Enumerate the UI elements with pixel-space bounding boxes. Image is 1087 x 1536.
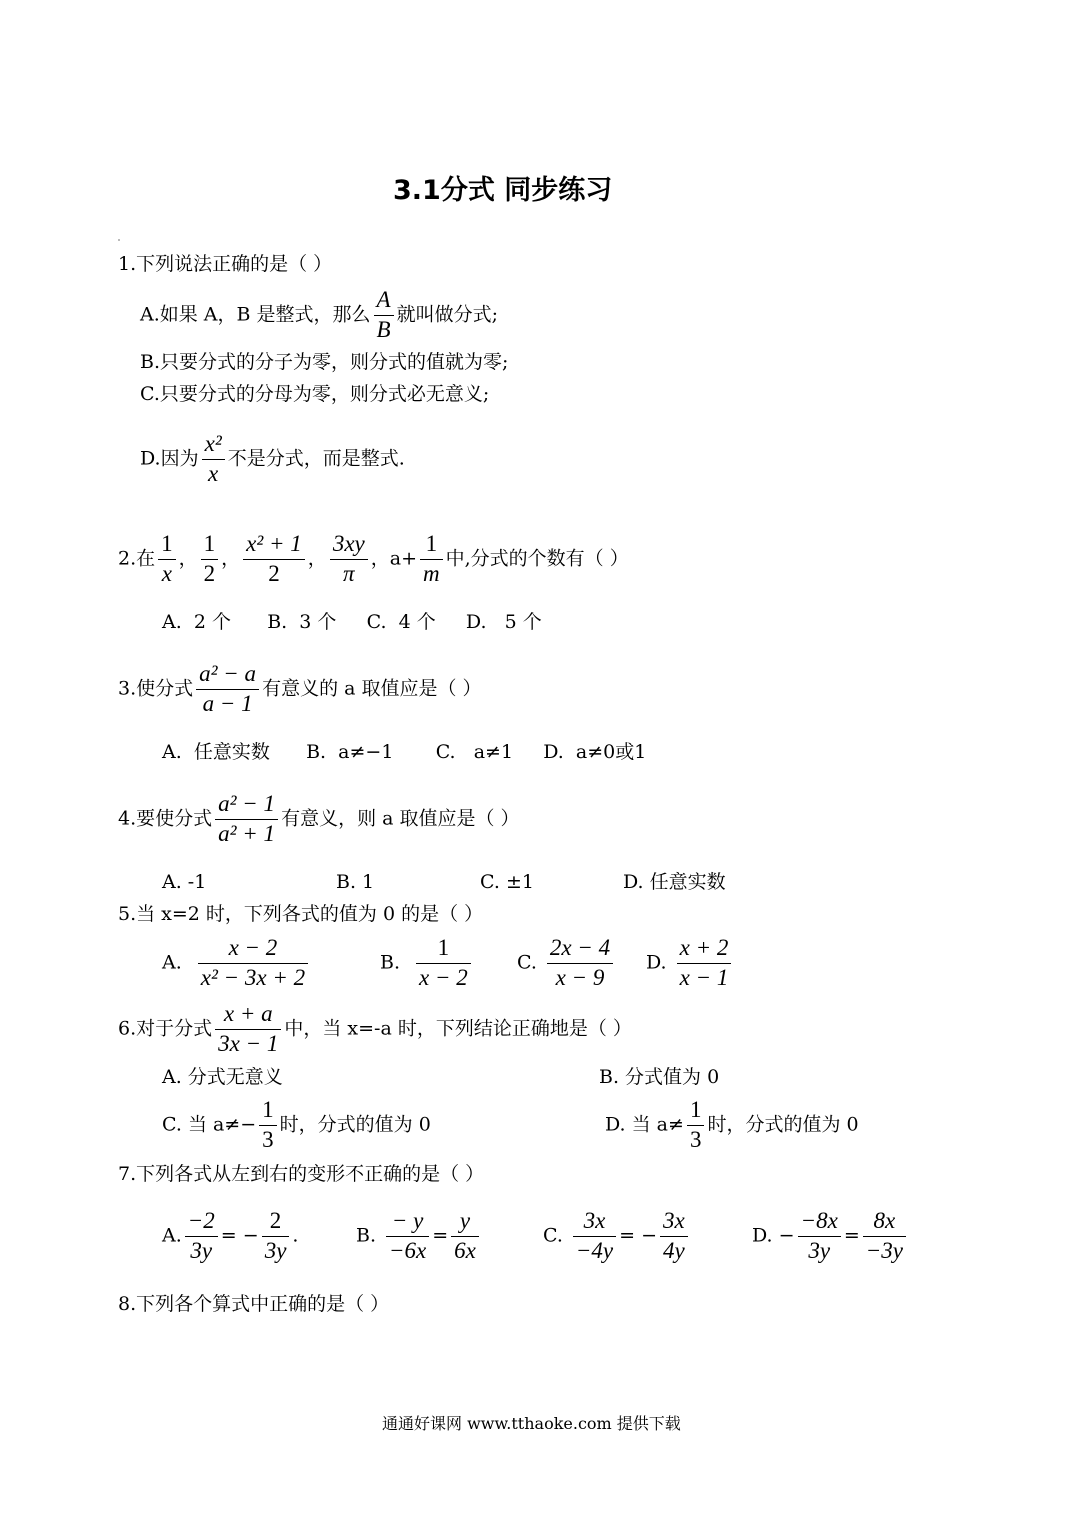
- fraction-left: [185, 1207, 218, 1266]
- denominator: 3: [259, 1125, 277, 1155]
- question-5-stem: 5.当 x=2 时，下列各式的值为 0 的是（ ）: [118, 903, 484, 925]
- option-label: D.: [646, 951, 667, 974]
- separator: ，: [221, 547, 241, 570]
- denominator: 6x: [451, 1236, 479, 1266]
- stem-tail: 有意义的 a 取值应是（ ）: [262, 677, 482, 700]
- numerator: x − 2: [228, 935, 278, 960]
- denominator: −6x: [386, 1236, 429, 1266]
- denominator: B: [374, 315, 394, 345]
- numerator: −8x: [800, 1208, 838, 1233]
- option-tail: 时，分式的值为 0: [707, 1113, 859, 1136]
- equals: =: [432, 1224, 449, 1247]
- option-label: D.: [752, 1224, 773, 1247]
- fraction-option-d: [677, 934, 732, 993]
- fraction-right: [660, 1207, 688, 1266]
- equals: = −: [619, 1224, 658, 1247]
- fraction-left: [386, 1207, 429, 1266]
- question-4-option-a: A. -1: [162, 871, 207, 893]
- fraction-1-over-3: [259, 1096, 277, 1155]
- question-7-option-d: [752, 1207, 909, 1266]
- option-label: B.: [356, 1224, 377, 1247]
- question-3-options: A. 任意实数 B. a≠−1 C. a≠1 D. a≠0或1: [162, 741, 647, 763]
- equals: = −: [220, 1224, 259, 1247]
- question-4-stem: [118, 790, 520, 849]
- separator: ，: [370, 547, 390, 570]
- option-a-text: A.如果 A，B 是整式，那么: [140, 303, 371, 326]
- denominator: 3x − 1: [215, 1029, 281, 1059]
- numerator: 1: [262, 1097, 274, 1122]
- denominator: 3y: [262, 1236, 290, 1266]
- question-5-option-d: [646, 934, 734, 993]
- numerator: 8x: [873, 1208, 896, 1233]
- stem-text: 4.要使分式: [118, 807, 213, 830]
- question-6-option-d: [605, 1096, 859, 1155]
- stem-text: 6.对于分式: [118, 1017, 213, 1040]
- denominator: x − 9: [547, 963, 613, 993]
- stem-text: 3.使分式: [118, 677, 194, 700]
- denominator: 2: [243, 559, 305, 589]
- page-title: 3.1分式 同步练习: [393, 175, 613, 206]
- stem-tail: 有意义，则 a 取值应是（ ）: [281, 807, 520, 830]
- denominator: 3y: [798, 1236, 841, 1266]
- option-d-text: D.因为: [140, 447, 199, 470]
- denominator: m: [420, 559, 443, 589]
- denominator: a − 1: [196, 689, 259, 719]
- numerator: a² − a: [199, 661, 257, 686]
- question-5-option-b: [380, 934, 474, 993]
- numerator: a² − 1: [218, 791, 276, 816]
- denominator: −4y: [573, 1236, 616, 1266]
- numerator: 3xy: [332, 531, 365, 556]
- denominator: 3: [687, 1125, 705, 1155]
- fraction-right: [863, 1207, 906, 1266]
- period: .: [292, 1224, 299, 1247]
- separator: ，: [307, 547, 327, 570]
- fraction-option-c: [547, 934, 613, 993]
- option-d-tail: 不是分式，而是整式.: [227, 447, 405, 470]
- question-5-option-a: [162, 934, 311, 993]
- fraction-option-b: [416, 934, 471, 993]
- a-plus: a+: [389, 547, 417, 570]
- denominator: x: [158, 559, 176, 589]
- option-label: A.: [162, 951, 182, 974]
- fraction-a2-minus-1-over-a2-plus-1: [215, 790, 278, 849]
- fraction-1-over-3: [687, 1096, 705, 1155]
- fraction-a2-minus-a-over-a-minus-1: [196, 660, 259, 719]
- numerator: 3x: [583, 1208, 606, 1233]
- numerator: 2: [269, 1208, 282, 1233]
- numerator: 2x − 4: [549, 935, 611, 960]
- option-text: C. 当 a≠−: [162, 1113, 257, 1136]
- equals: =: [843, 1224, 860, 1247]
- option-a-tail: 就叫做分式;: [396, 303, 498, 326]
- denominator: x − 1: [677, 963, 732, 993]
- question-1-stem: 1.下列说法正确的是（ ）: [118, 253, 333, 275]
- separator: ，: [178, 547, 198, 570]
- fraction-left: [798, 1207, 841, 1266]
- numerator: − y: [391, 1208, 424, 1233]
- fraction-x-plus-a-over-3x-minus-1: [215, 1000, 281, 1059]
- stem-text: 2.在: [118, 547, 156, 570]
- numerator: 1: [161, 531, 173, 556]
- numerator: x² + 1: [246, 531, 302, 556]
- fraction-right: [262, 1207, 290, 1266]
- question-7-option-c: [543, 1207, 691, 1266]
- numerator: 1: [425, 531, 438, 556]
- fraction-1-over-x: [158, 530, 176, 589]
- question-6-stem: [118, 1000, 632, 1059]
- option-text: D. 当 a≠: [605, 1113, 684, 1136]
- numerator: A: [376, 287, 391, 312]
- question-8-stem: 8.下列各个算式中正确的是（ ）: [118, 1293, 390, 1315]
- numerator: 1: [689, 1097, 702, 1122]
- question-1-option-c: C.只要分式的分母为零，则分式必无意义;: [140, 383, 490, 405]
- question-2-stem: [118, 530, 629, 589]
- fraction-3xy-over-pi: [330, 530, 368, 589]
- numerator: x + a: [223, 1001, 273, 1026]
- numerator: x²: [204, 431, 222, 456]
- question-2-options: A. 2 个 B. 3 个 C. 4 个 D. 5 个: [162, 611, 542, 633]
- scan-speck: [118, 239, 120, 241]
- question-6-option-c: [162, 1096, 431, 1155]
- fraction-left: [573, 1207, 616, 1266]
- numerator: 3x: [663, 1208, 685, 1233]
- question-4-option-c: C. ±1: [480, 871, 534, 893]
- numerator: 1: [203, 531, 216, 556]
- fraction-1-over-m: [420, 530, 443, 589]
- option-tail: 时，分式的值为 0: [279, 1113, 431, 1136]
- question-1-option-d: [140, 430, 405, 489]
- numerator: y: [459, 1208, 471, 1233]
- fraction-a-over-b: [374, 286, 394, 345]
- question-3-stem: [118, 660, 482, 719]
- stem-tail: 中,分式的个数有（ ）: [445, 547, 629, 570]
- fraction-option-a: [198, 934, 308, 993]
- option-label: B.: [380, 951, 401, 974]
- option-label: A.: [162, 1224, 182, 1247]
- denominator: 4y: [660, 1236, 688, 1266]
- denominator: x − 2: [416, 963, 471, 993]
- question-7-option-a: [162, 1207, 298, 1266]
- numerator: −2: [187, 1208, 215, 1233]
- denominator: 2: [201, 559, 219, 589]
- denominator: −3y: [863, 1236, 906, 1266]
- option-label: C.: [543, 1224, 563, 1247]
- option-label: C.: [517, 951, 537, 974]
- numerator: x + 2: [679, 935, 729, 960]
- question-6-option-a: A. 分式无意义: [162, 1066, 283, 1088]
- question-4-option-b: B. 1: [336, 871, 375, 893]
- question-6-option-b: B. 分式值为 0: [599, 1066, 720, 1088]
- page-footer: 通通好课网 www.tthaoke.com 提供下载: [382, 1414, 681, 1433]
- question-7-option-b: [356, 1207, 482, 1266]
- stem-tail: 中，当 x=-a 时，下列结论正确地是（ ）: [284, 1017, 632, 1040]
- fraction-1-over-2: [201, 530, 219, 589]
- question-4-option-d: D. 任意实数: [623, 871, 726, 893]
- numerator: 1: [437, 935, 450, 960]
- denominator: a² + 1: [215, 819, 278, 849]
- denominator: 3y: [185, 1236, 218, 1266]
- question-1-option-b: B.只要分式的分子为零，则分式的值就为零;: [140, 351, 509, 373]
- fraction-right: [451, 1207, 479, 1266]
- denominator: x² − 3x + 2: [198, 963, 308, 993]
- question-7-stem: 7.下列各式从左到右的变形不正确的是（ ）: [118, 1163, 485, 1185]
- fraction-x2plus1-over-2: [243, 530, 305, 589]
- denominator: π: [330, 559, 368, 589]
- question-1-option-a: [140, 286, 498, 345]
- minus-sign: −: [778, 1224, 795, 1247]
- fraction-x2-over-x: [202, 430, 225, 489]
- question-5-option-c: [517, 934, 616, 993]
- denominator: x: [202, 459, 225, 489]
